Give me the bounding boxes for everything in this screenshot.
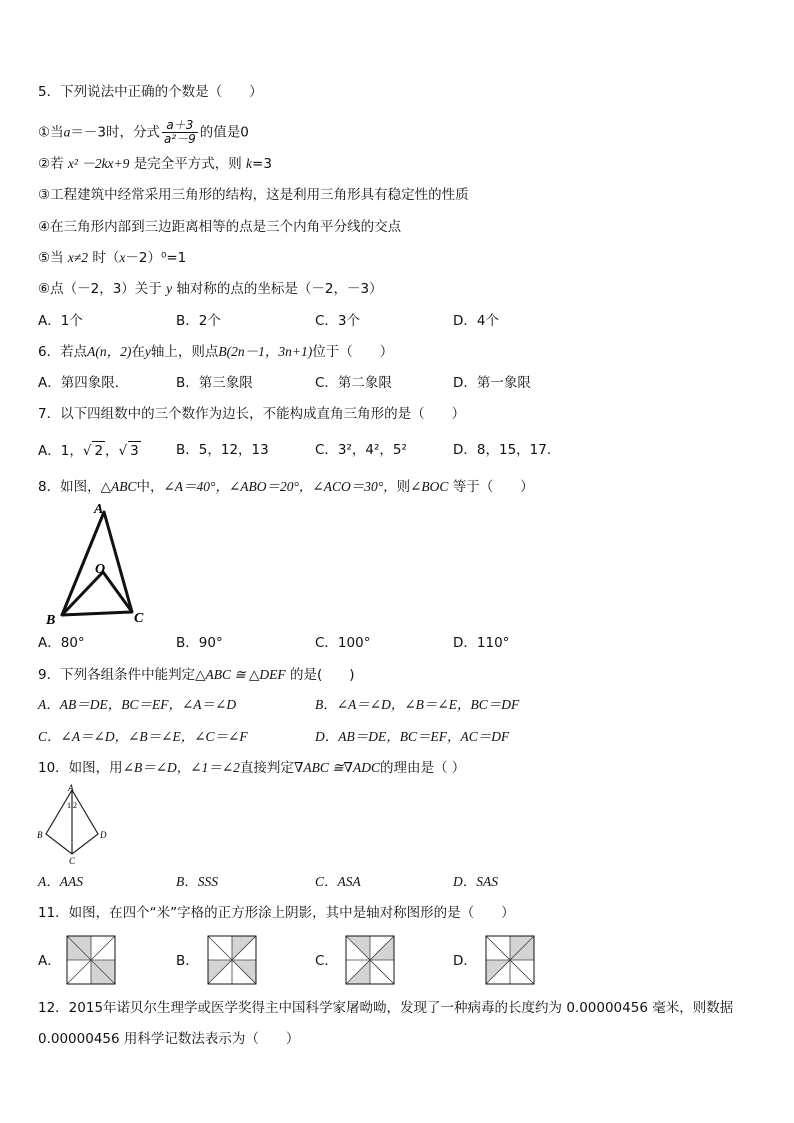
q8-stem: 8．如图，△ABC中，∠A＝40°，∠ABO＝20°，∠ACO＝30°，则∠BOC 等于（ ）	[38, 479, 534, 495]
fraction: $\frac{a+3}{\text{a²－9}}$	[163, 118, 196, 146]
q10-stem: 10．如图，用∠B＝∠D，∠1＝∠2直接判定∇ABC ≅∇ADC的理由是（ ）	[38, 760, 466, 776]
q11-grid-b[interactable]	[207, 935, 257, 985]
q5-statement-6: ⑥点（－2，3）关于 y 轴对称的点的坐标是（－2，－3）	[38, 281, 383, 297]
q11-grid-a[interactable]	[66, 935, 116, 985]
q10-option-c[interactable]: C．ASA	[315, 874, 361, 889]
q11-grid-d[interactable]	[485, 935, 535, 985]
q5-statement-1: ①当a＝－3时，分式 $\frac{a+3}{\text{a²－9}}$ 的值是0	[38, 118, 249, 146]
q6-stem: 6．若点A(n，2)在y轴上，则点B(2n－1，3n+1)位于（ ）	[38, 344, 394, 360]
q8-option-a[interactable]: A．80°	[38, 635, 85, 651]
q11-option-d[interactable]: D．	[453, 953, 477, 969]
label-1: 1	[67, 801, 71, 810]
q10-option-b[interactable]: B．SSS	[176, 874, 218, 889]
q11-option-c[interactable]: C．	[315, 953, 338, 969]
q6-option-d[interactable]: D．第一象限	[453, 375, 531, 391]
q8-option-b[interactable]: B．90°	[176, 635, 223, 651]
q7-option-d[interactable]: D．8，15，17.	[453, 442, 552, 458]
q5-statement-3: ③工程建筑中经常采用三角形的结构，这是利用三角形具有稳定性的性质	[38, 187, 469, 203]
q6-option-b[interactable]: B．第三象限	[176, 375, 253, 391]
label-a: A	[68, 784, 74, 793]
q5-statement-5: ⑤当 x≠2 时（x－2）⁰=1	[38, 250, 187, 266]
q7-stem: 7．以下四组数中的三个数作为边长，不能构成直角三角形的是（ ）	[38, 406, 466, 422]
q11-option-b[interactable]: B．	[176, 953, 199, 969]
q5-stem: 5．下列说法中正确的个数是（ ）	[38, 84, 263, 100]
q7-option-b[interactable]: B．5，12，13	[176, 442, 269, 458]
q5-option-c[interactable]: C．3个	[315, 313, 361, 329]
label-b: B	[46, 613, 56, 628]
q8-option-d[interactable]: D．110°	[453, 635, 510, 651]
q6-option-c[interactable]: C．第二象限	[315, 375, 392, 391]
q5-option-d[interactable]: D．4个	[453, 313, 499, 329]
label-a: A	[94, 502, 104, 517]
q9-option-a[interactable]: A．AB＝DE，BC＝EF，∠A＝∠D	[38, 697, 237, 712]
q7-option-a[interactable]: A．1，√ 2 ，√ 3	[38, 443, 139, 459]
q7-option-c[interactable]: C．3²，4²，5²	[315, 442, 407, 458]
q12-line-1: 12．2015年诺贝尔生理学或医学奖得主中国科学家屠呦呦，发现了一种病毒的长度约为 0.00000456 毫米，则数据	[38, 1000, 734, 1016]
label-2: 2	[73, 801, 77, 810]
q10-option-d[interactable]: D．SAS	[453, 874, 498, 889]
label-o: O	[95, 562, 106, 577]
q10-option-a[interactable]: A．AAS	[38, 874, 83, 889]
q8-triangle-figure	[40, 500, 150, 628]
q11-grid-c[interactable]	[345, 935, 395, 985]
label-c: C	[69, 856, 76, 866]
q10-kite-figure	[34, 784, 114, 866]
q5-statement-4: ④在三角形内部到三边距离相等的点是三个内角平分线的交点	[38, 219, 402, 235]
q6-option-a[interactable]: A．第四象限．	[38, 375, 129, 391]
label-d: D	[100, 830, 107, 840]
label-c: C	[134, 611, 144, 626]
q12-line-2: 0.00000456 用科学记数法表示为（ ）	[38, 1031, 300, 1047]
q5-statement-2: ②若 x² －2kx+9 是完全平方式，则 k=3	[38, 156, 272, 172]
q9-option-c[interactable]: C．∠A＝∠D，∠B＝∠E，∠C＝∠F	[38, 729, 248, 744]
q5-option-b[interactable]: B．2个	[176, 313, 221, 329]
q9-stem: 9．下列各组条件中能判定△ABC ≅ △DEF 的是( )	[38, 667, 355, 683]
q8-option-c[interactable]: C．100°	[315, 635, 371, 651]
q9-option-d[interactable]: D．AB＝DE，BC＝EF，AC＝DF	[315, 729, 510, 744]
q9-option-b[interactable]: B．∠A＝∠D，∠B＝∠E，BC＝DF	[315, 697, 520, 712]
label-b: B	[37, 830, 43, 840]
q11-option-a[interactable]: A．	[38, 953, 61, 969]
q11-stem: 11．如图，在四个“米”字格的正方形涂上阴影，其中是轴对称图形的是（ ）	[38, 905, 515, 921]
q5-option-a[interactable]: A．1个	[38, 313, 83, 329]
